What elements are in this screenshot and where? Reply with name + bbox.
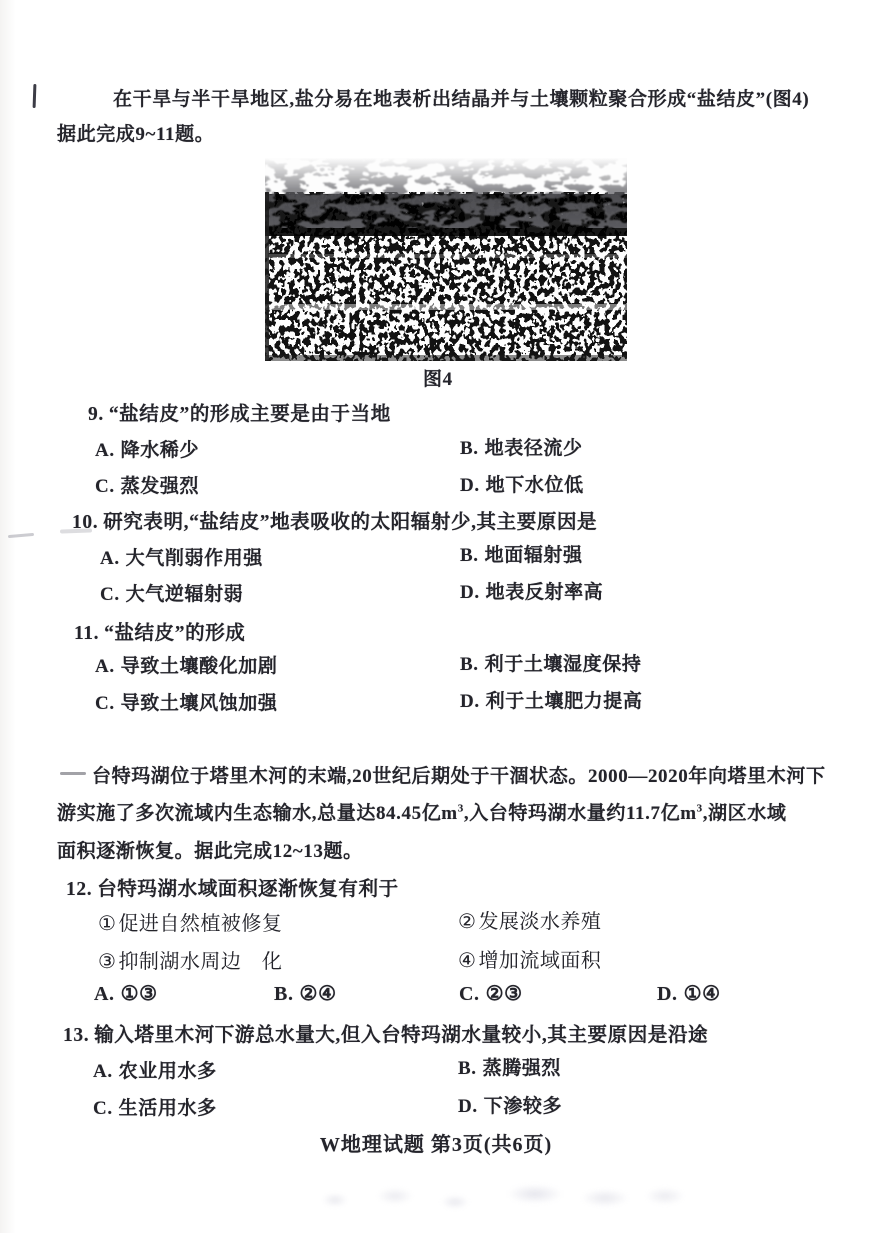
question-13-stem: 13. 输入塔里木河下游总水量大,但入台特玛湖水量较小,其主要原因是沿途 — [63, 1025, 709, 1046]
question-9-option-b: B. 地表径流少 — [460, 438, 583, 459]
question-10-option-d: D. 地表反射率高 — [460, 582, 604, 603]
question-10-option-b: B. 地面辐射强 — [460, 545, 583, 566]
question-12-item-4: ④ 增加流域面积 — [458, 950, 602, 972]
question-13-option-a: A. 农业用水多 — [93, 1061, 217, 1082]
figure4-caption: 图4 — [423, 369, 453, 390]
question-12-option-d: D. ①④ — [657, 983, 721, 1005]
passage-line-1: 台特玛湖位于塔里木河的末端,20世纪后期处于干涸状态。2000—2020年向塔里木河下 — [92, 766, 826, 787]
question-9-option-d: D. 地下水位低 — [460, 475, 584, 496]
question-11-option-b: B. 利于土壤湿度保持 — [460, 654, 642, 675]
question-13-option-d: D. 下渗较多 — [458, 1096, 563, 1117]
question-12-option-c: C. ②③ — [459, 983, 523, 1005]
question-9-option-c: C. 蒸发强烈 — [95, 476, 200, 497]
paragraph-indent-mark — [60, 772, 86, 775]
question-13-option-c: C. 生活用水多 — [93, 1098, 217, 1119]
passage-line-3: 面积逐渐恢复。据此完成12~13题。 — [57, 841, 363, 862]
question-11-option-a: A. 导致土壤酸化加剧 — [95, 656, 278, 677]
question-9-option-a: A. 降水稀少 — [95, 440, 200, 461]
scan-smudge — [8, 533, 34, 538]
bleed-through-marks — [295, 1172, 705, 1220]
question-11-option-c: C. 导致土壤风蚀加强 — [95, 693, 278, 714]
question-13-option-b: B. 蒸腾强烈 — [458, 1058, 562, 1079]
figure4-photo — [265, 158, 627, 361]
salt-crust-image — [265, 158, 627, 361]
cubic-meter-superscript: 3 — [457, 802, 464, 815]
question-10-stem: 10. 研究表明,“盐结皮”地表吸收的太阳辐射少,其主要原因是 — [72, 512, 598, 533]
question-9-number: 9. — [88, 404, 104, 425]
question-10-number: 10. — [72, 512, 99, 533]
passage-line-2: 游实施了多次流域内生态输水,总量达84.45亿$m^3$,入台特玛湖水量约11.7亿$m^3$,湖区水域 — [57, 802, 787, 824]
question-11-stem: 11. “盐结皮”的形成 — [74, 623, 246, 644]
cubic-meter-superscript: 3 — [696, 802, 703, 815]
question-12-option-b: B. ②④ — [274, 983, 337, 1005]
page-footer: W地理试题 第3页(共6页) — [319, 1134, 553, 1156]
margin-tick-mark — [33, 84, 37, 108]
question-13-number: 13. — [63, 1025, 90, 1046]
question-10-option-c: C. 大气逆辐射弱 — [100, 584, 244, 605]
question-12-item-1: ① 促进自然植被修复 — [98, 913, 283, 935]
question-12-stem: 12. 台特玛湖水域面积逐渐恢复有利于 — [66, 879, 399, 900]
intro-line-1: 在干旱与半干旱地区,盐分易在地表析出结晶并与土壤颗粒聚合形成“盐结皮”(图4) — [113, 89, 810, 110]
question-10-option-a: A. 大气削弱作用强 — [100, 548, 263, 569]
question-12-option-a: A. ①③ — [94, 983, 158, 1005]
question-12-item-2: ② 发展淡水养殖 — [458, 911, 602, 933]
question-11-option-d: D. 利于土壤肥力提高 — [460, 691, 643, 712]
question-12-number: 12. — [66, 879, 93, 900]
question-9-stem: 9. “盐结皮”的形成主要是由于当地 — [88, 404, 391, 425]
question-12-item-3: ③ 抑制湖水周边 化 — [98, 951, 283, 973]
intro-line-2: 据此完成9~11题。 — [57, 124, 215, 145]
question-11-number: 11. — [74, 623, 100, 644]
